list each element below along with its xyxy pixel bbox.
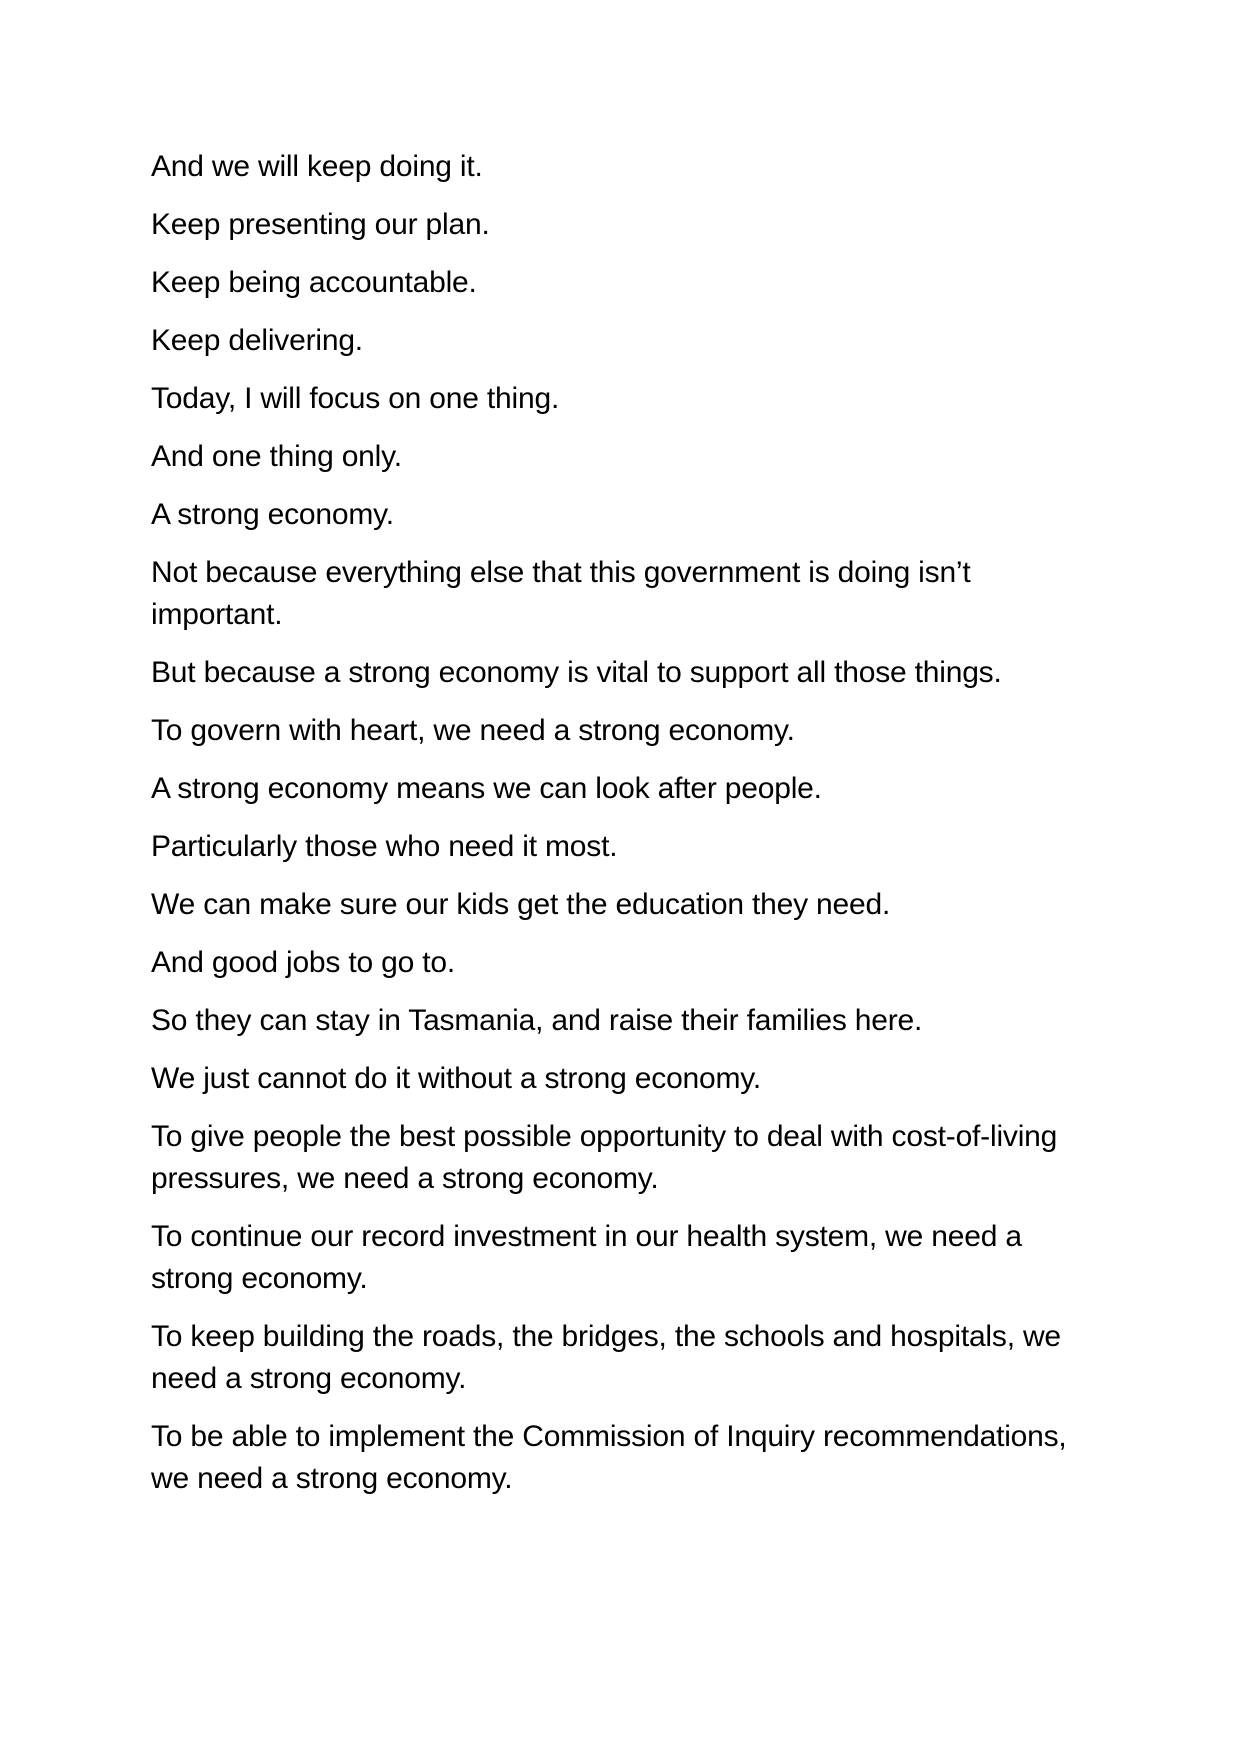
paragraph: To govern with heart, we need a strong economy. — [151, 714, 795, 747]
paragraph: And good jobs to go to. — [151, 946, 455, 979]
speech-text — [151, 146, 1101, 1516]
paragraph: We can make sure our kids get the education they need. — [151, 888, 891, 921]
paragraph: But because a strong economy is vital to support all those things. — [151, 656, 1002, 689]
paragraph: And one thing only. — [151, 440, 402, 473]
paragraph: Keep presenting our plan. — [151, 208, 490, 241]
paragraph: A strong economy means we can look after people. — [151, 772, 822, 805]
paragraph: To give people the best possible opportunity to deal with cost-of-living pressures, we need a strong economy. — [151, 1120, 1058, 1195]
paragraph: To keep building the roads, the bridges, the schools and hospitals, we need a strong economy. — [151, 1320, 1061, 1395]
paragraph: To be able to implement the Commission of Inquiry recommendations, we need a strong economy. — [151, 1420, 1067, 1495]
paragraph: Keep being accountable. — [151, 266, 477, 299]
paragraph: Particularly those who need it most. — [151, 830, 618, 863]
paragraph: Not because everything else that this government is doing isn’t important. — [151, 556, 971, 631]
paragraph: To continue our record investment in our health system, we need a strong economy. — [151, 1220, 1022, 1295]
paragraph: Keep delivering. — [151, 324, 363, 357]
paragraph: A strong economy. — [151, 498, 394, 531]
paragraph: So they can stay in Tasmania, and raise their families here. — [151, 1004, 923, 1037]
paragraph: Today, I will focus on one thing. — [151, 382, 560, 415]
paragraph: And we will keep doing it. — [151, 150, 483, 183]
paragraph: We just cannot do it without a strong economy. — [151, 1062, 762, 1095]
